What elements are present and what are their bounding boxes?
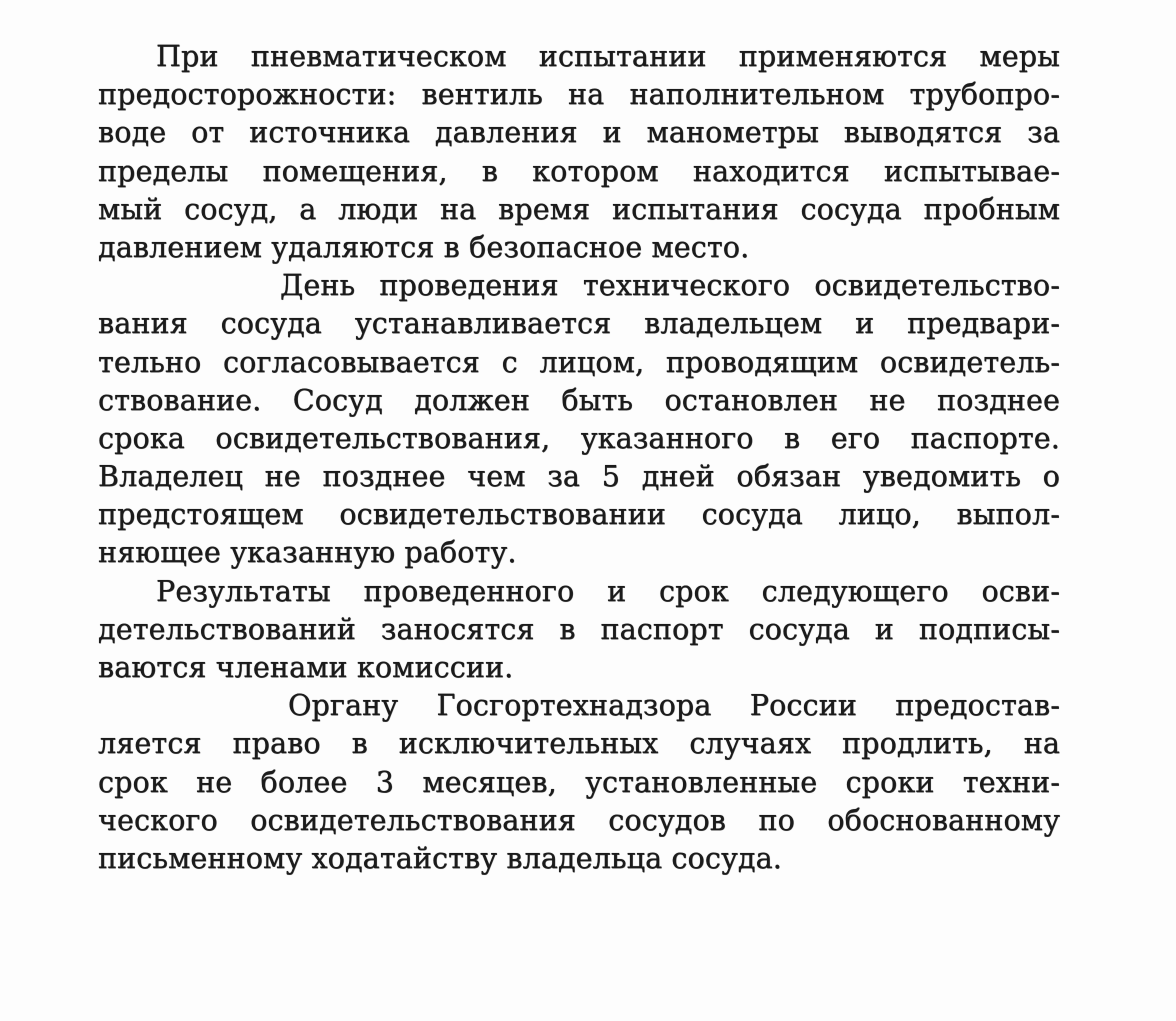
paragraph-2-line-4: ствование. Сосуд должен быть остановлен не позднее	[98, 383, 1060, 417]
paragraph-1-line-1: При пневматическом испытании применяются меры	[156, 40, 1060, 73]
paragraph-4-line-1: Органу Госгортехнадзора России предостав-	[288, 689, 1060, 723]
paragraph-1-line-4: пределы помещения, в котором находится испытывае-	[98, 154, 1060, 188]
paragraph-2-line-3: тельно согласовывается с лицом, проводящим освидетель-	[98, 345, 1060, 379]
paragraph-3-line-2: детельствований заносятся в паспорт сосуда и подписы-	[98, 612, 1060, 646]
paragraph-4-line-3: срок не более 3 месяцев, установленные сроки техни-	[98, 765, 1060, 799]
paragraph-1-line-5: мый сосуд, а люди на время испытания сосуда пробным	[98, 192, 1060, 226]
paragraph-2-line-6: Владелец не позднее чем за 5 дней обязан уведомить о	[98, 460, 1060, 494]
paragraph-4-line-2: ляется право в исключительных случаях продлить, на	[98, 727, 1060, 761]
document-text	[98, 38, 1060, 878]
paragraph-3-line-3: ваются членами комиссии.	[98, 651, 514, 684]
paragraph-2-line-2: вания сосуда устанавливается владельцем и предвари-	[98, 307, 1060, 341]
paragraph-4-line-4: ческого освидетельствования сосудов по обоснованному	[98, 803, 1060, 837]
paragraph-1-line-3: воде от источника давления и манометры выводятся за	[98, 116, 1060, 150]
paragraph-2-line-8: няющее указанную работу.	[98, 536, 517, 570]
paragraph-2-line-1: День проведения технического освидетельство-	[280, 269, 1060, 303]
paragraph-3-line-1: Результаты проведенного и срок следующего осви-	[156, 574, 1060, 608]
paragraph-2-line-5: срока освидетельствования, указанного в его паспорте.	[98, 421, 1060, 455]
paragraph-2-line-7: предстоящем освидетельствовании сосуда лицо, выпол-	[98, 498, 1060, 532]
paragraph-4-line-5: письменному ходатайству владельца сосуда.	[98, 841, 782, 875]
paragraph-1-line-2: предосторожности: вентиль на наполнительном трубопро-	[98, 78, 1060, 112]
paragraph-1-line-6: давлением удаляются в безопасное место.	[98, 230, 750, 264]
